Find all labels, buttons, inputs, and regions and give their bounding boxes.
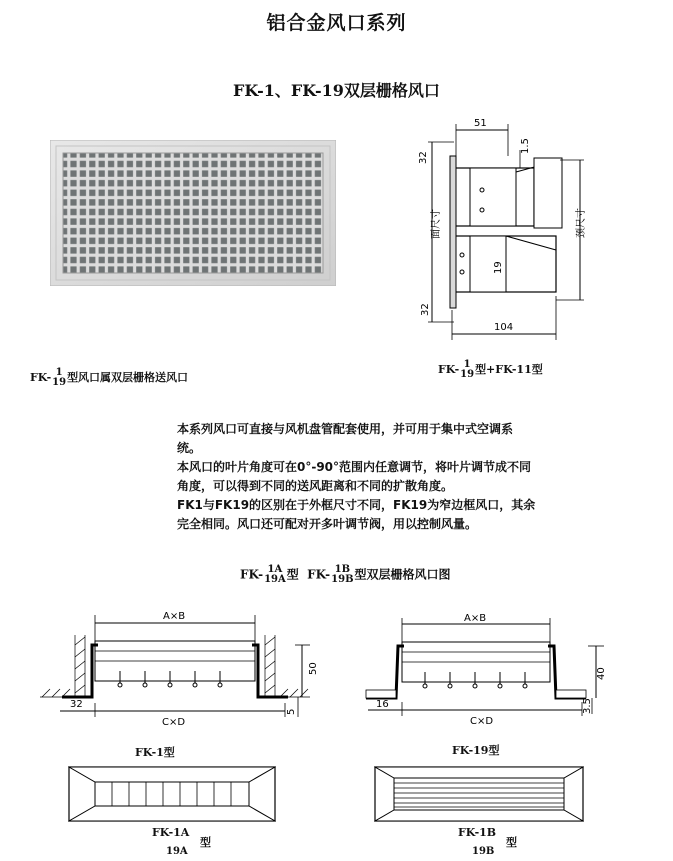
section2-frac2-num: 1B — [334, 564, 351, 575]
section2-frac1-num: 1A — [267, 564, 283, 575]
fk19-dim-3-5: 3.5 — [582, 698, 593, 714]
fk19-dim-axb: A×B — [464, 613, 487, 624]
description-line: FK1与FK19的区别在于外框尺寸不同，FK19为窄边框风口，其余 — [177, 498, 536, 512]
figure1-caption-prefix: FK- — [30, 371, 52, 384]
fk1b-label-top: FK-1B — [458, 826, 497, 839]
fk19-label: FK-19型 — [452, 744, 500, 757]
figure1-caption-fraction — [52, 368, 66, 388]
fk1a-label-bottom: 19A — [166, 846, 188, 857]
dim-neck-size: 颈尺寸 — [576, 208, 587, 238]
description-line: 本系列风口可直接与风机盘管配套使用，并可用于集中式空调系 — [177, 422, 514, 436]
dim-32-top: 32 — [418, 151, 429, 164]
description-line: 统。 — [177, 441, 202, 455]
section2-mid: 型 FK- — [286, 567, 331, 582]
dim-51: 51 — [474, 118, 487, 129]
figure2-caption-prefix: FK- — [438, 363, 460, 376]
description-line: 本风口的叶片角度可在0°-90°范围内任意调节，将叶片调节成不同 — [177, 460, 532, 474]
figure2-caption-fraction — [460, 360, 474, 380]
description-line: 完全相同。风口还可配对开多叶调节阀，用以控制风量。 — [177, 517, 478, 531]
section2-frac2-den: 19B — [331, 574, 354, 585]
fk1-section-drawing — [40, 605, 340, 740]
page-title: 铝合金风口系列 — [266, 12, 407, 34]
dim-1-5: 1.5 — [520, 138, 531, 154]
fk1b-label-bottom: 19B — [472, 846, 495, 857]
fk1-dim-5: 5 — [286, 708, 297, 715]
dim-19: 19 — [493, 261, 504, 274]
fk1-dim-32: 32 — [70, 699, 83, 710]
figure1-caption-suffix: 型风口属双层栅格送风口 — [67, 371, 189, 384]
figure2-caption-suffix: 型+FK-11型 — [475, 363, 543, 376]
figure1-caption-num: 1 — [55, 367, 63, 378]
fk1a-plan-view — [68, 766, 276, 822]
description — [177, 420, 617, 534]
fk1a-label-top: FK-1A — [152, 826, 190, 839]
section2-suffix: 型双层栅格风口图 — [354, 567, 451, 582]
section2-prefix: FK- — [240, 567, 264, 582]
grille-photo — [50, 140, 336, 286]
description-line: 角度，可以得到不同的送风距离和不同的扩散角度。 — [177, 479, 454, 493]
page-subtitle: FK-1、FK-19双层栅格风口 — [233, 81, 440, 100]
figure2-caption-num: 1 — [463, 359, 471, 370]
section2-frac1-den: 19A — [264, 574, 286, 585]
dim-face-size: 面尺寸 — [431, 209, 442, 239]
fk1-dim-cxd: C×D — [162, 717, 186, 728]
figure1-caption — [30, 368, 188, 388]
fk1b-label-type: 型 — [506, 836, 517, 849]
dim-32-bottom: 32 — [420, 303, 431, 316]
fk1-label: FK-1型 — [135, 746, 175, 759]
fk19-dim-cxd: C×D — [470, 716, 494, 727]
section2-fraction-2 — [331, 565, 353, 585]
fk1-dim-50: 50 — [308, 662, 319, 675]
section2-heading — [240, 565, 451, 585]
figure2-caption — [438, 360, 543, 380]
figure2-caption-den: 19 — [460, 369, 475, 380]
fk19-dim-16: 16 — [376, 699, 389, 710]
fk1b-plan-view — [374, 766, 584, 822]
fk19-dim-40: 40 — [596, 667, 607, 680]
fk19-section-drawing — [360, 610, 610, 740]
figure1-caption-den: 19 — [52, 377, 67, 388]
fk1-dim-axb: A×B — [163, 611, 186, 622]
fk1a-label-type: 型 — [200, 836, 211, 849]
section2-fraction-1 — [264, 565, 286, 585]
dim-104: 104 — [494, 322, 514, 333]
section-drawing — [410, 110, 610, 345]
